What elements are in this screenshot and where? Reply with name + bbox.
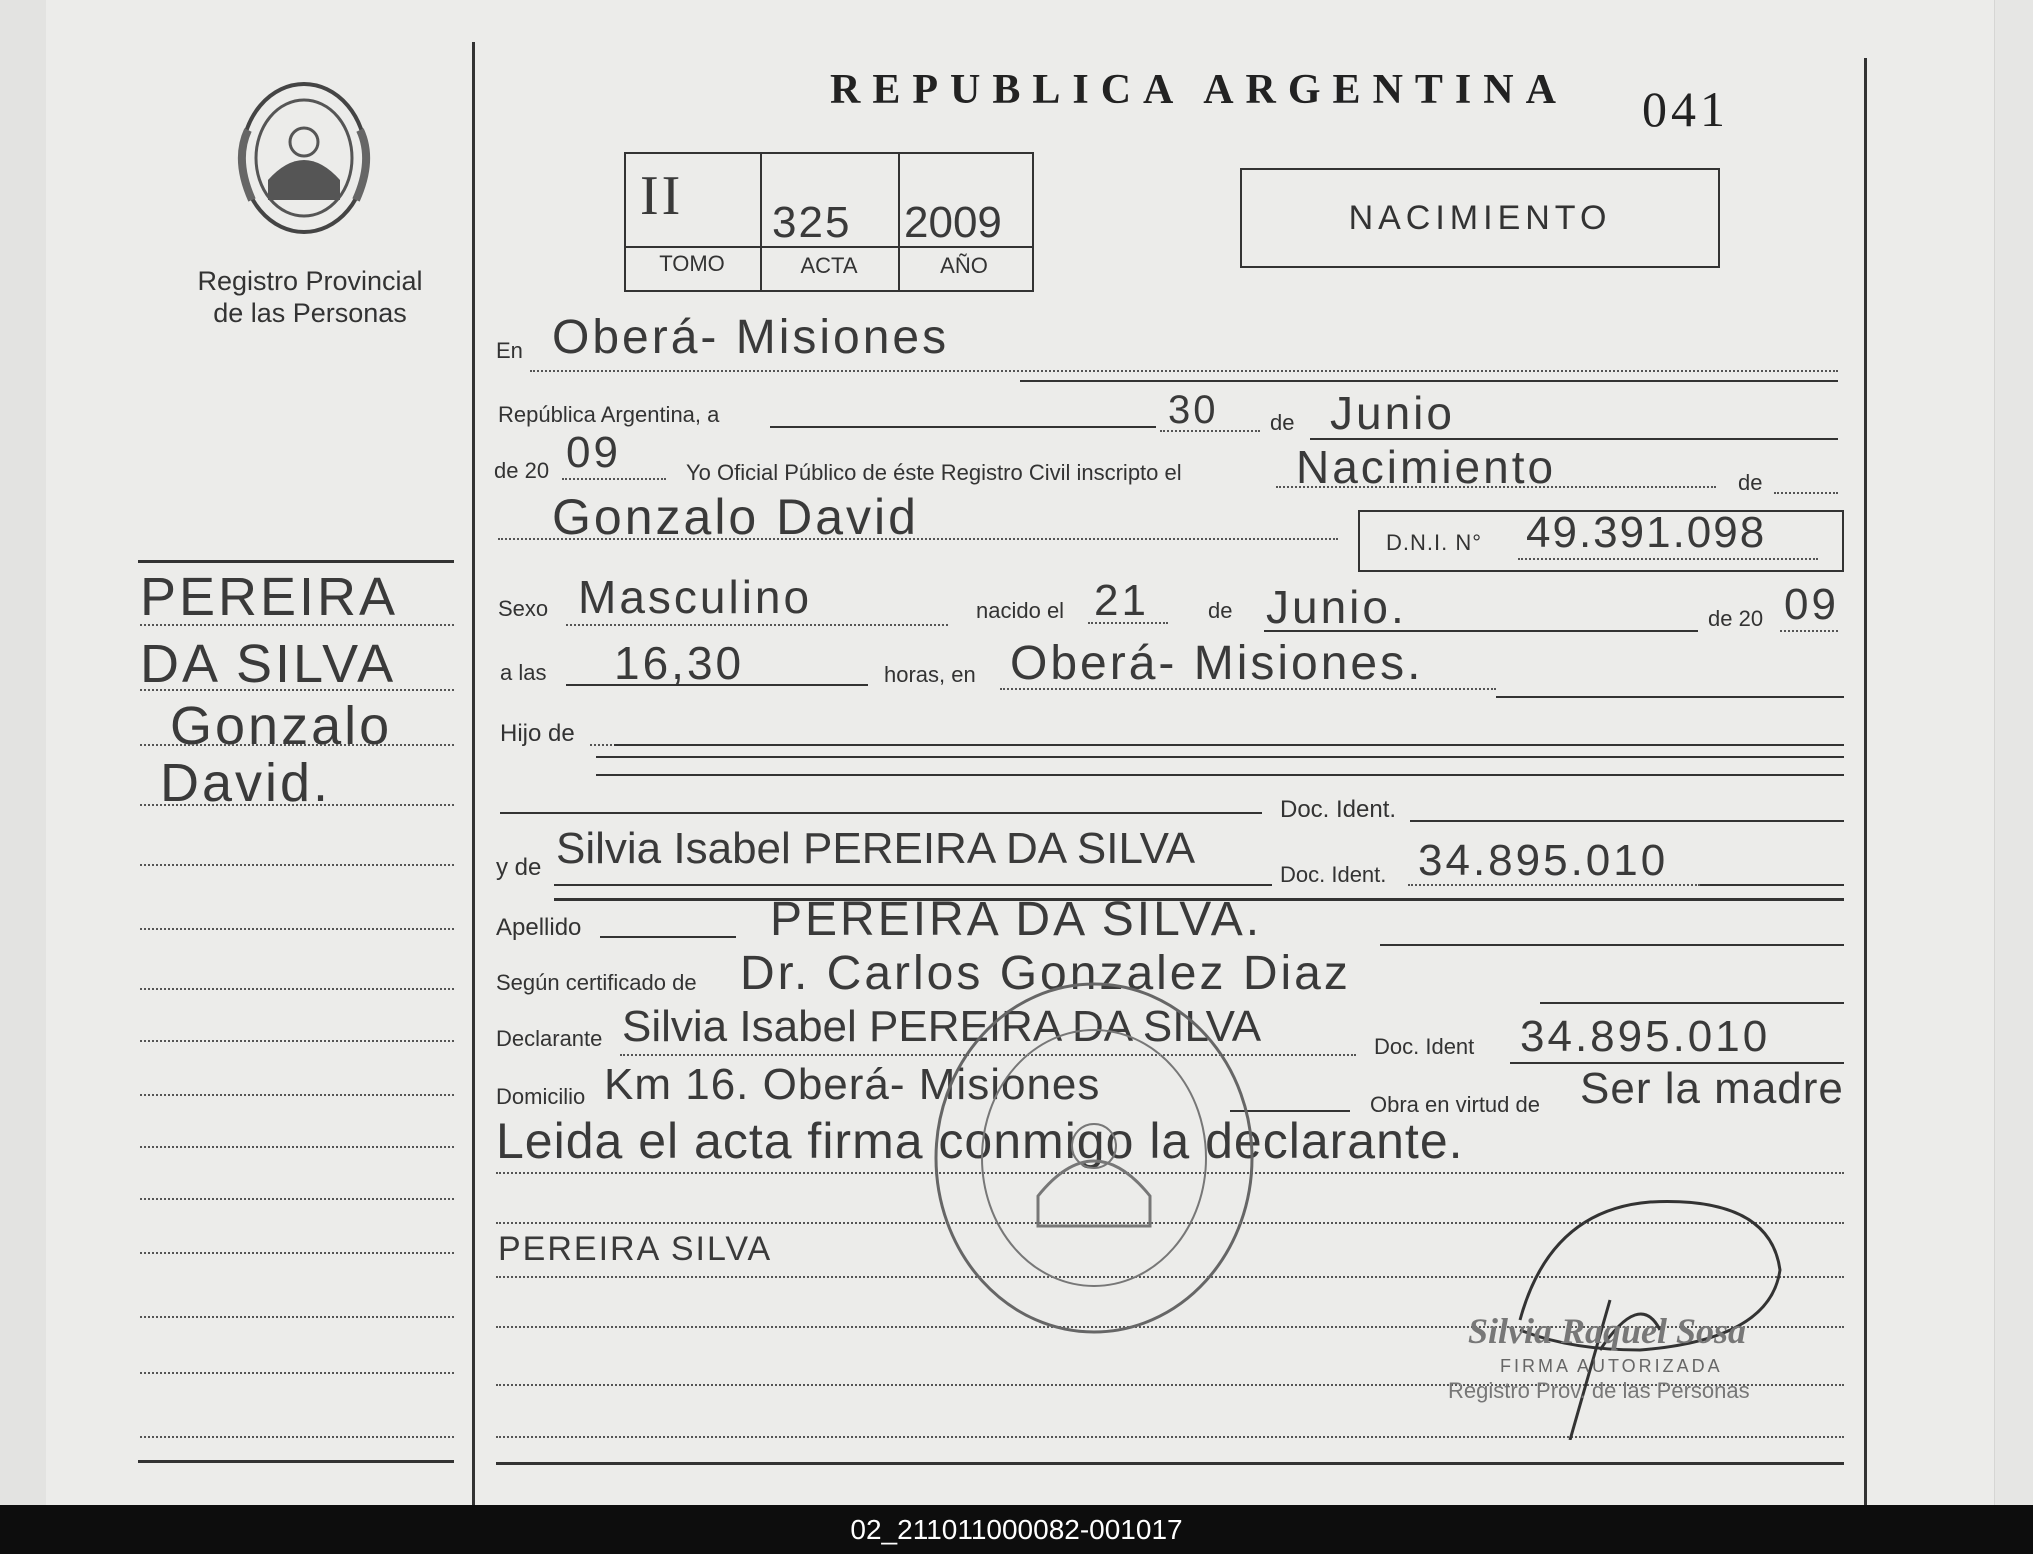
office-line2: de las Personas — [213, 298, 407, 328]
margin-dotline — [140, 1094, 454, 1096]
field-rule — [566, 684, 868, 686]
record-type-box — [1240, 168, 1720, 268]
margin-dotline — [140, 928, 454, 930]
declarante-label: Declarante — [496, 1026, 603, 1051]
declarante-doc: 34.895.010 — [1520, 1012, 1771, 1061]
margin-dotline — [140, 1146, 454, 1148]
madre-doc: 34.895.010 — [1418, 836, 1669, 885]
margin-dotline — [140, 744, 454, 746]
segun-label: Según certificado de — [496, 970, 697, 995]
nacido-month: Junio. — [1266, 581, 1407, 633]
tomo-value: II — [640, 165, 684, 227]
field-rule — [596, 756, 1844, 758]
anio-label: AÑO — [940, 253, 988, 278]
name-value: Gonzalo David — [552, 489, 919, 545]
office-line1: Registro Provincial — [197, 266, 423, 296]
hijo-label: Hijo de — [500, 720, 575, 747]
nacido-day: 21 — [1094, 576, 1149, 625]
margin-dotline — [140, 988, 454, 990]
field-dotline — [1774, 492, 1838, 494]
en-label: En — [496, 338, 523, 363]
field-dotline — [530, 370, 1838, 372]
horas-label: horas, en — [884, 662, 976, 687]
field-dotline — [1160, 430, 1260, 432]
field-dotline — [1088, 622, 1168, 624]
oficial-text: Yo Oficial Público de éste Registro Civil inscripto el — [686, 460, 1182, 485]
apellido-value: PEREIRA DA SILVA. — [770, 893, 1263, 946]
field-dotline — [1518, 558, 1818, 560]
margin-surname-2: DA SILVA — [140, 634, 397, 694]
hora-value: 16,30 — [614, 637, 745, 689]
field-rule — [614, 744, 1844, 746]
nacido-year: 09 — [1784, 580, 1839, 629]
margin-dotline — [140, 864, 454, 866]
yde-label: y de — [496, 854, 542, 881]
field-rule — [500, 812, 1262, 814]
field-dotline — [1408, 884, 1700, 886]
margin-dotline — [140, 1316, 454, 1318]
en-value: Oberá- Misiones — [552, 311, 950, 364]
year-value: 09 — [566, 428, 621, 477]
margin-dotline — [140, 1040, 454, 1042]
field-rule — [554, 884, 1272, 886]
nota-value: Leida el acta firma conmigo la declarante. — [496, 1113, 1464, 1169]
doc-ident-label: Doc. Ident. — [1280, 796, 1397, 823]
office-name — [170, 265, 450, 329]
margin-dotline — [140, 1436, 454, 1438]
dni-label: D.N.I. N° — [1386, 530, 1483, 555]
field-rule — [1700, 884, 1844, 886]
lugar-value: Oberá- Misiones. — [1010, 637, 1424, 690]
field-dotline — [1780, 630, 1838, 632]
field-rule — [1496, 696, 1844, 698]
country-title: REPUBLICA ARGENTINA — [830, 67, 1568, 113]
frame-left-line — [472, 42, 475, 1505]
signatory-name: Silvia Raquel Sosa — [1468, 1311, 1747, 1351]
margin-dotline — [140, 689, 454, 691]
obra-value: Ser la madre — [1580, 1064, 1844, 1113]
field-rule — [1380, 944, 1844, 946]
madre-value: Silvia Isabel PEREIRA DA SILVA — [556, 824, 1196, 873]
alas-label: a las — [500, 660, 547, 685]
nacido-label: nacido el — [976, 598, 1065, 623]
margin-dotline — [140, 1198, 454, 1200]
day-value: 30 — [1168, 388, 1219, 432]
de-label: de — [1270, 410, 1295, 435]
margin-dotline — [140, 1252, 454, 1254]
doc-ident-label-2: Doc. Ident. — [1280, 862, 1387, 887]
margin-firstname: Gonzalo — [170, 696, 393, 756]
republica-label: República Argentina, a — [498, 402, 720, 427]
de-label-2: de — [1738, 470, 1763, 495]
apellido-label: Apellido — [496, 914, 582, 941]
anio-value: 2009 — [904, 198, 1002, 247]
inscripto-value: Nacimiento — [1296, 441, 1557, 493]
file-code-bar — [0, 1505, 2033, 1554]
field-dotline — [562, 478, 666, 480]
field-rule — [1410, 820, 1844, 822]
misiones-seal-logo — [228, 70, 380, 242]
segun-value: Dr. Carlos Gonzalez Diaz — [740, 947, 1351, 1000]
obra-label: Obra en virtud de — [1370, 1092, 1540, 1117]
official-stamp — [928, 976, 1260, 1340]
frame-right-line — [1864, 58, 1867, 1505]
field-rule — [770, 426, 1156, 428]
field-rule — [1264, 630, 1698, 632]
field-rule — [600, 936, 736, 938]
margin-top-rule — [138, 560, 454, 563]
field-rule — [1020, 380, 1838, 382]
dni-value: 49.391.098 — [1526, 508, 1767, 557]
margin-middlename: David. — [160, 753, 332, 813]
declarante-value: Silvia Isabel PEREIRA DA SILVA — [622, 1002, 1262, 1051]
month-value: Junio — [1330, 387, 1455, 439]
margin-dotline — [140, 804, 454, 806]
file-code: 02_211011000082-001017 — [850, 1514, 1183, 1545]
de-label-3: de — [1208, 598, 1233, 623]
field-dotline — [566, 624, 948, 626]
field-rule — [1540, 1002, 1844, 1004]
domicilio-value: Km 16. Oberá- Misiones — [604, 1060, 1101, 1109]
de20-label: de 20 — [1708, 606, 1764, 631]
doc-ident-label-3: Doc. Ident — [1374, 1034, 1475, 1059]
record-type: NACIMIENTO — [1348, 198, 1612, 237]
domicilio-label: Domicilio — [496, 1084, 586, 1109]
sexo-value: Masculino — [578, 571, 813, 623]
margin-dotline — [140, 1372, 454, 1374]
page-edge-right — [1994, 0, 2033, 1505]
margin-bottom-rule — [138, 1460, 454, 1463]
field-rule — [596, 774, 1844, 776]
field-dotline — [498, 538, 1338, 540]
field-dotline — [590, 744, 616, 746]
year-prefix: de 20 — [494, 458, 550, 483]
field-dotline — [1000, 688, 1496, 690]
acta-value: 325 — [772, 198, 852, 247]
field-dotline — [1276, 486, 1716, 488]
page-number: 041 — [1642, 81, 1729, 137]
form-bottom-rule — [496, 1462, 1844, 1465]
margin-surname-1: PEREIRA — [140, 567, 399, 627]
page-edge-left — [0, 0, 46, 1505]
signatory-title: FIRMA AUTORIZADA — [1500, 1356, 1723, 1376]
acta-label: ACTA — [800, 253, 858, 278]
tomo-label: TOMO — [659, 251, 725, 276]
signatory-office: Registro Prov. de las Personas — [1448, 1378, 1750, 1403]
margin-dotline — [140, 624, 454, 626]
firma-declarante: PEREIRA SILVA — [498, 1230, 773, 1268]
sexo-label: Sexo — [498, 596, 549, 621]
